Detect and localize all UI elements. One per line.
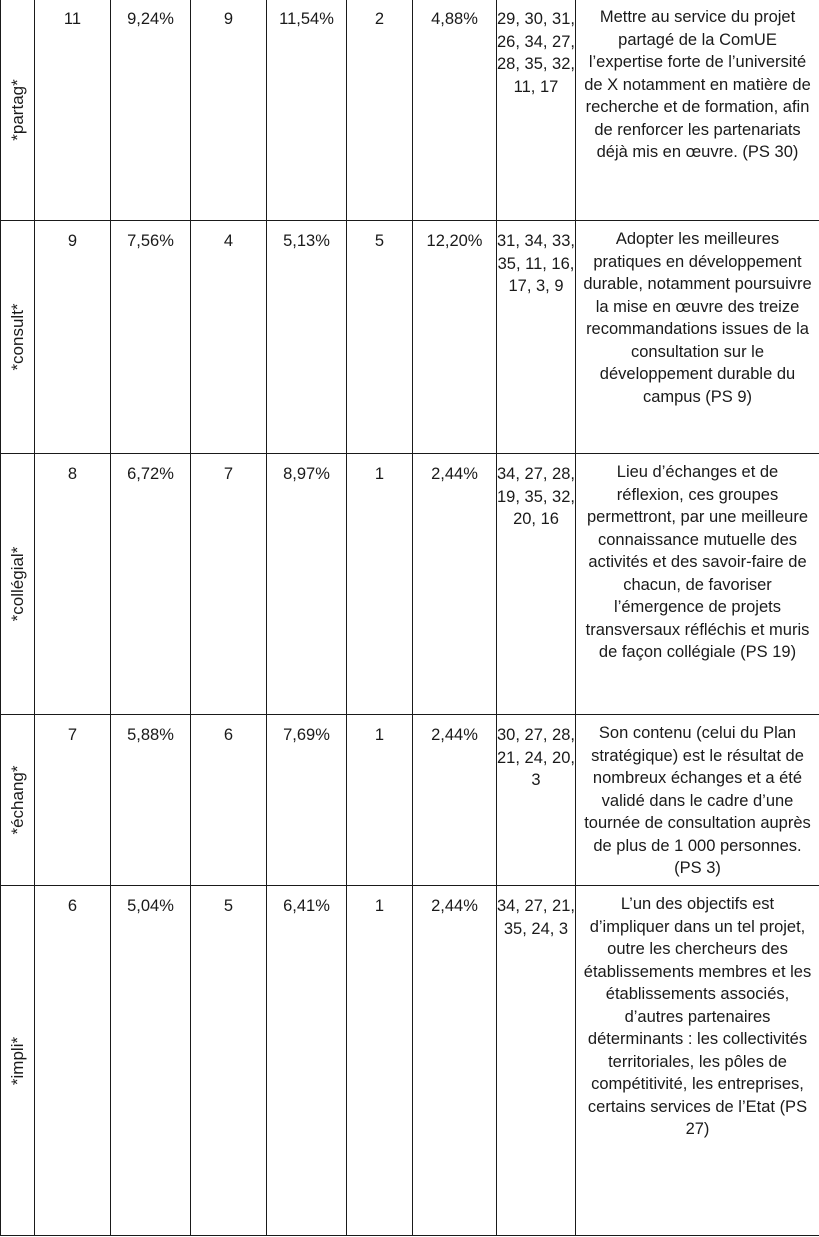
reference-list: 29, 30, 31, 26, 34, 27, 28, 35, 32, 11, 17	[497, 0, 576, 221]
percent-1: 5,04%	[111, 886, 191, 1236]
row-label-cell	[1, 221, 35, 454]
percent-1: 6,72%	[111, 454, 191, 715]
count-3: 1	[347, 715, 413, 886]
percent-3: 4,88%	[413, 0, 497, 221]
row-label-cell	[1, 454, 35, 715]
percent-1: 5,88%	[111, 715, 191, 886]
percent-2: 7,69%	[267, 715, 347, 886]
count-1: 11	[35, 0, 111, 221]
count-2: 6	[191, 715, 267, 886]
count-1: 8	[35, 454, 111, 715]
percent-1: 7,56%	[111, 221, 191, 454]
percent-2: 8,97%	[267, 454, 347, 715]
quote-text: Son contenu (celui du Plan stratégique) est le résultat de nombreux échanges et a été validé dans le cadre d’une tournée de consultation auprès de plus de 1 000 personnes. (PS 3)	[576, 715, 819, 886]
percent-2: 11,54%	[267, 0, 347, 221]
count-3: 1	[347, 886, 413, 1236]
count-2: 5	[191, 886, 267, 1236]
count-3: 1	[347, 454, 413, 715]
reference-list: 31, 34, 33, 35, 11, 16, 17, 3, 9	[497, 221, 576, 454]
count-3: 2	[347, 0, 413, 221]
percent-3: 2,44%	[413, 454, 497, 715]
count-2: 7	[191, 454, 267, 715]
row-label: *impli*	[7, 1036, 27, 1085]
percent-2: 5,13%	[267, 221, 347, 454]
table-row	[1, 454, 819, 715]
count-2: 4	[191, 221, 267, 454]
count-1: 7	[35, 715, 111, 886]
count-3: 5	[347, 221, 413, 454]
row-label-cell	[1, 886, 35, 1236]
table-row	[1, 715, 819, 886]
count-2: 9	[191, 0, 267, 221]
reference-list: 30, 27, 28, 21, 24, 20, 3	[497, 715, 576, 886]
quote-text: Adopter les meilleures pratiques en développement durable, notamment poursuivre la mise en œuvre des treize recommandations issues de la consultation sur le développement durable du campus (PS 9)	[576, 221, 819, 454]
row-label: *partag*	[7, 78, 27, 141]
table-row	[1, 0, 819, 221]
count-1: 9	[35, 221, 111, 454]
reference-list: 34, 27, 21, 35, 24, 3	[497, 886, 576, 1236]
row-label: *consult*	[7, 303, 27, 371]
row-label-cell	[1, 0, 35, 221]
row-label: *échang*	[7, 765, 27, 835]
quote-text: Mettre au service du projet partagé de la ComUE l’expertise forte de l’université de X notamment en matière de recherche et de formation, afin de renforcer les partenariats déjà mis en œuvre. (PS 30)	[576, 0, 819, 221]
reference-list: 34, 27, 28, 19, 35, 32, 20, 16	[497, 454, 576, 715]
percent-1: 9,24%	[111, 0, 191, 221]
percent-3: 12,20%	[413, 221, 497, 454]
count-1: 6	[35, 886, 111, 1236]
percent-3: 2,44%	[413, 715, 497, 886]
table-row	[1, 886, 819, 1236]
percent-3: 2,44%	[413, 886, 497, 1236]
quote-text: Lieu d’échanges et de réflexion, ces groupes permettront, par une meilleure connaissance mutuelle des activités et des savoir-faire de chacun, de favoriser l’émergence de projets transversaux réfléchis et muris de façon collégiale (PS 19)	[576, 454, 819, 715]
row-label: *collégial*	[7, 546, 27, 622]
quote-text: L’un des objectifs est d’impliquer dans un tel projet, outre les chercheurs des établissements membres et les établissements associés, d’autres partenaires déterminants : les collectivités territoriales, les pôles de compétitivité, les entreprises, certains services de l’Etat (PS 27)	[576, 886, 819, 1236]
table-row	[1, 221, 819, 454]
percent-2: 6,41%	[267, 886, 347, 1236]
row-label-cell	[1, 715, 35, 886]
